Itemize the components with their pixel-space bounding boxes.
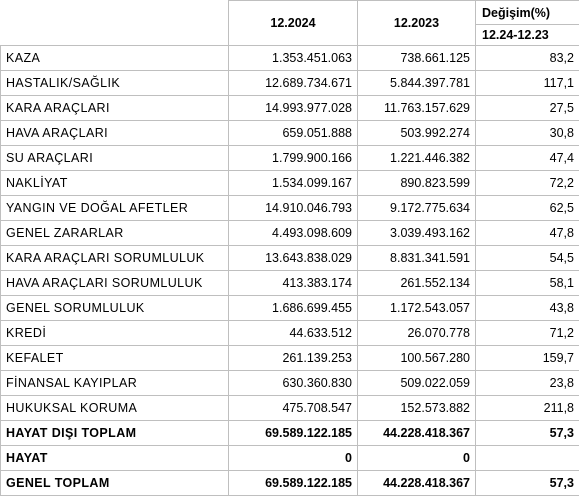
table-row	[1, 196, 579, 221]
table-row	[1, 46, 579, 71]
row-value-2024: 475.708.547	[229, 396, 358, 421]
table-row	[1, 71, 579, 96]
row-value-2023: 100.567.280	[358, 346, 476, 371]
header-row-top	[1, 1, 579, 25]
row-change: 211,8	[476, 396, 579, 421]
row-value-2024: 14.910.046.793	[229, 196, 358, 221]
row-label: KAZA	[1, 46, 229, 71]
row-value-2023: 8.831.341.591	[358, 246, 476, 271]
row-value-2023: 44.228.418.367	[358, 471, 476, 496]
row-label: YANGIN VE DOĞAL AFETLER	[1, 196, 229, 221]
row-value-2024: 1.534.099.167	[229, 171, 358, 196]
row-value-2023: 738.661.125	[358, 46, 476, 71]
row-change: 83,2	[476, 46, 579, 71]
row-change: 117,1	[476, 71, 579, 96]
row-change: 72,2	[476, 171, 579, 196]
row-value-2024: 14.993.977.028	[229, 96, 358, 121]
row-change: 71,2	[476, 321, 579, 346]
row-change: 57,3	[476, 471, 579, 496]
row-change: 57,3	[476, 421, 579, 446]
table-row	[1, 96, 579, 121]
row-value-2023: 261.552.134	[358, 271, 476, 296]
row-value-2023: 5.844.397.781	[358, 71, 476, 96]
row-change: 62,5	[476, 196, 579, 221]
row-value-2024: 69.589.122.185	[229, 471, 358, 496]
table-row	[1, 446, 579, 471]
row-value-2023: 890.823.599	[358, 171, 476, 196]
row-label: NAKLİYAT	[1, 171, 229, 196]
row-label: HASTALIK/SAĞLIK	[1, 71, 229, 96]
header-2023: 12.2023	[358, 1, 476, 46]
header-2024: 12.2024	[229, 1, 358, 46]
table-row	[1, 321, 579, 346]
row-label: KEFALET	[1, 346, 229, 371]
row-value-2024: 13.643.838.029	[229, 246, 358, 271]
row-label: HAYAT DIŞI TOPLAM	[1, 421, 229, 446]
row-value-2024: 44.633.512	[229, 321, 358, 346]
row-value-2023: 11.763.157.629	[358, 96, 476, 121]
table-row	[1, 146, 579, 171]
row-value-2024: 413.383.174	[229, 271, 358, 296]
row-value-2023: 44.228.418.367	[358, 421, 476, 446]
row-value-2024: 1.686.699.455	[229, 296, 358, 321]
row-change: 58,1	[476, 271, 579, 296]
row-label: HAVA ARAÇLARI	[1, 121, 229, 146]
row-label: HUKUKSAL KORUMA	[1, 396, 229, 421]
table-row	[1, 346, 579, 371]
table-row	[1, 246, 579, 271]
row-label: KARA ARAÇLARI	[1, 96, 229, 121]
row-value-2024: 1.799.900.166	[229, 146, 358, 171]
row-value-2024: 69.589.122.185	[229, 421, 358, 446]
row-value-2024: 1.353.451.063	[229, 46, 358, 71]
table-row	[1, 371, 579, 396]
header-change: Değişim(%)	[476, 1, 579, 25]
row-value-2023: 9.172.775.634	[358, 196, 476, 221]
row-change	[476, 446, 579, 471]
row-change: 159,7	[476, 346, 579, 371]
row-value-2023: 503.992.274	[358, 121, 476, 146]
row-change: 47,4	[476, 146, 579, 171]
table-row	[1, 421, 579, 446]
row-value-2023: 152.573.882	[358, 396, 476, 421]
row-value-2024: 630.360.830	[229, 371, 358, 396]
row-label: GENEL SORUMLULUK	[1, 296, 229, 321]
table-row	[1, 271, 579, 296]
header-blank-cell	[1, 1, 229, 46]
table-row	[1, 121, 579, 146]
table-row	[1, 296, 579, 321]
row-label: FİNANSAL KAYIPLAR	[1, 371, 229, 396]
row-value-2024: 0	[229, 446, 358, 471]
row-label: SU ARAÇLARI	[1, 146, 229, 171]
row-value-2024: 261.139.253	[229, 346, 358, 371]
row-value-2023: 1.221.446.382	[358, 146, 476, 171]
row-label: GENEL TOPLAM	[1, 471, 229, 496]
row-value-2023: 509.022.059	[358, 371, 476, 396]
row-value-2024: 4.493.098.609	[229, 221, 358, 246]
row-value-2024: 659.051.888	[229, 121, 358, 146]
table-row	[1, 471, 579, 496]
row-change: 27,5	[476, 96, 579, 121]
row-change: 43,8	[476, 296, 579, 321]
row-change: 30,8	[476, 121, 579, 146]
row-value-2023: 1.172.543.057	[358, 296, 476, 321]
row-change: 23,8	[476, 371, 579, 396]
row-label: GENEL ZARARLAR	[1, 221, 229, 246]
row-value-2024: 12.689.734.671	[229, 71, 358, 96]
table-row	[1, 171, 579, 196]
row-value-2023: 26.070.778	[358, 321, 476, 346]
row-change: 54,5	[476, 246, 579, 271]
row-label: KARA ARAÇLARI SORUMLULUK	[1, 246, 229, 271]
row-change: 47,8	[476, 221, 579, 246]
table-row	[1, 221, 579, 246]
row-label: KREDİ	[1, 321, 229, 346]
table-row	[1, 396, 579, 421]
row-label: HAYAT	[1, 446, 229, 471]
header-change-range: 12.24-12.23	[476, 25, 579, 46]
row-value-2023: 0	[358, 446, 476, 471]
row-label: HAVA ARAÇLARI SORUMLULUK	[1, 271, 229, 296]
row-value-2023: 3.039.493.162	[358, 221, 476, 246]
